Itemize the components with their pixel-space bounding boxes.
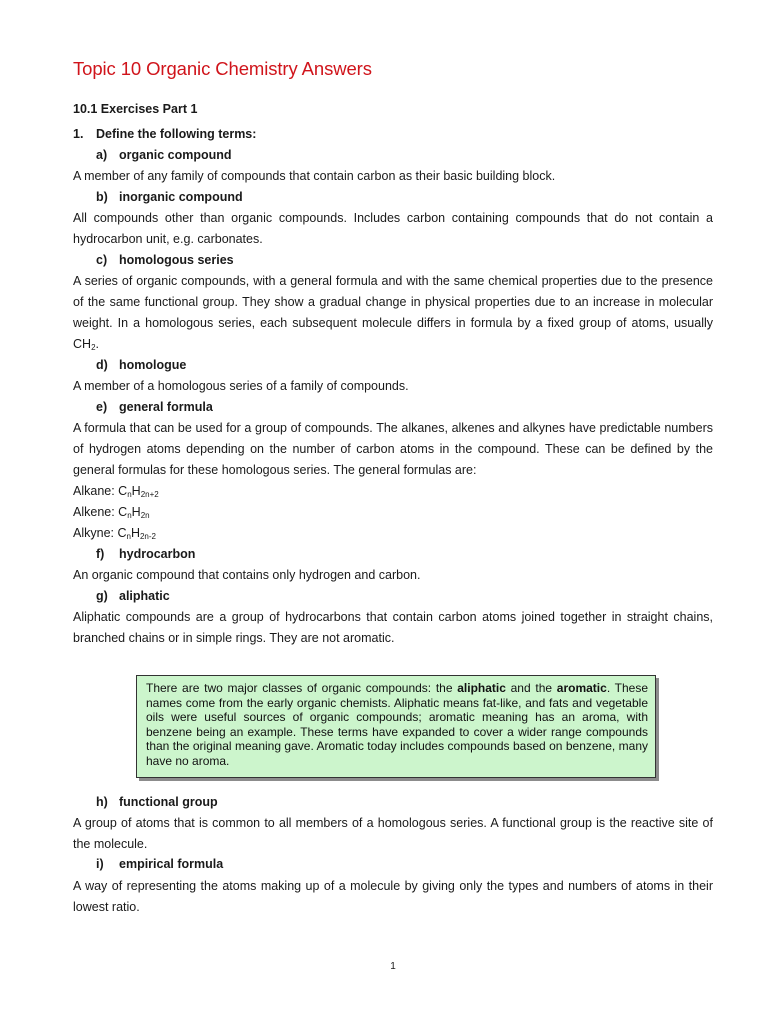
term-name: homologue (119, 358, 187, 372)
subscript: n (127, 490, 132, 499)
term-name: empirical formula (119, 857, 224, 871)
term-letter: d) (96, 358, 108, 372)
question-text: Define the following terms: (96, 127, 257, 141)
term-heading-functional-group (96, 795, 218, 809)
term-letter: e) (96, 400, 108, 414)
callout-text: There are two major classes of organic compounds: the (146, 681, 458, 695)
formula-h: H (130, 526, 140, 540)
term-name: inorganic compound (119, 190, 243, 204)
formula-h: H (131, 484, 141, 498)
subscript: 2n-2 (139, 532, 156, 541)
page-number: 1 (390, 961, 396, 972)
document-title: Topic 10 Organic Chemistry Answers (73, 58, 372, 79)
term-name: functional group (119, 795, 218, 809)
term-letter: b) (96, 190, 108, 204)
term-heading-homologous-series (96, 253, 234, 267)
term-definition-aliphatic: Aliphatic compounds are a group of hydrocarbons that contain carbon atoms joined together in straight chains, branched chains or in simple rings. They are not aromatic. (73, 610, 713, 645)
subscript: n (126, 532, 131, 541)
question-heading (73, 127, 256, 141)
term-name: hydrocarbon (119, 547, 196, 561)
formula-label: Alkene: C (73, 505, 128, 519)
subscript: 2n (140, 511, 150, 520)
formula-alkene (73, 502, 150, 523)
term-letter: h) (96, 795, 108, 809)
subscript: n (127, 511, 132, 520)
info-callout-box (136, 675, 656, 778)
formula-label: Alkane: C (73, 484, 128, 498)
question-number: 1. (73, 127, 84, 141)
term-name: organic compound (119, 148, 232, 162)
term-letter: c) (96, 253, 108, 267)
formula-alkyne (73, 523, 156, 544)
term-letter: g) (96, 589, 108, 603)
term-letter: i) (96, 857, 104, 871)
formula-label: Alkyne: C (73, 526, 127, 540)
term-name: homologous series (119, 253, 234, 267)
term-name: aliphatic (119, 589, 170, 603)
section-heading: 10.1 Exercises Part 1 (73, 102, 198, 116)
formula-h: H (131, 505, 141, 519)
term-definition-empirical-formula: A way of representing the atoms making up of a molecule by giving only the types and numbers of atoms in their lowest ratio. (73, 879, 713, 914)
term-heading-organic-compound (96, 148, 232, 162)
term-heading-aliphatic (96, 589, 170, 603)
term-heading-hydrocarbon (96, 547, 195, 561)
term-definition-homologous-series (73, 271, 713, 355)
term-heading-inorganic-compound (96, 190, 243, 204)
term-definition-hydrocarbon: An organic compound that contains only hydrogen and carbon. (73, 568, 421, 582)
subscript: 2n+2 (140, 490, 159, 499)
term-name: general formula (119, 400, 213, 414)
callout-text: . These names come from the early organic chemists. Aliphatic means fat-like, and fats and vegetable oils were useful sources of organic compounds; aromatic meaning has an aroma, with benzene being an example. These terms have expanded to cover a wider range compounds than the original meaning gave. Aromatic today includes compounds based on benzene, many have no aroma. (146, 681, 648, 768)
term-definition-general-formula: A formula that can be used for a group of compounds. The alkanes, alkenes and alkynes have predictable numbers of hydrogen atoms depending on the number of carbon atoms in the compound. These can be defined by the general formulas for these homologous series. The general formulas are: (73, 421, 713, 477)
term-letter: a) (96, 148, 108, 162)
term-definition-functional-group: A group of atoms that is common to all members of a homologous series. A functional group is the reactive site of the molecule. (73, 816, 713, 851)
term-definition-inorganic-compound: All compounds other than organic compounds. Includes carbon containing compounds that do not contain a hydrocarbon unit, e.g. carbonates. (73, 211, 713, 246)
definition-end: . (95, 337, 99, 351)
term-heading-empirical-formula (96, 857, 223, 871)
term-letter: f) (96, 547, 105, 561)
callout-text: and the (505, 681, 557, 695)
term-definition-homologue: A member of a homologous series of a family of compounds. (73, 379, 409, 393)
subscript: 2 (91, 343, 96, 352)
term-heading-general-formula (96, 400, 213, 414)
term-heading-homologue (96, 358, 186, 372)
callout-bold-aliphatic: aliphatic (457, 681, 506, 695)
formula-alkane (73, 481, 159, 502)
term-definition-organic-compound: A member of any family of compounds that contain carbon as their basic building block. (73, 169, 556, 183)
definition-text: A series of organic compounds, with a general formula and with the same chemical properties due to the presence of the same functional group. They show a gradual change in physical properties due to an increase in molecular weight. In a homologous series, each subsequent molecule differs in formula by a fixed group of atoms, usually CH (73, 274, 713, 351)
callout-bold-aromatic: aromatic (556, 681, 607, 695)
